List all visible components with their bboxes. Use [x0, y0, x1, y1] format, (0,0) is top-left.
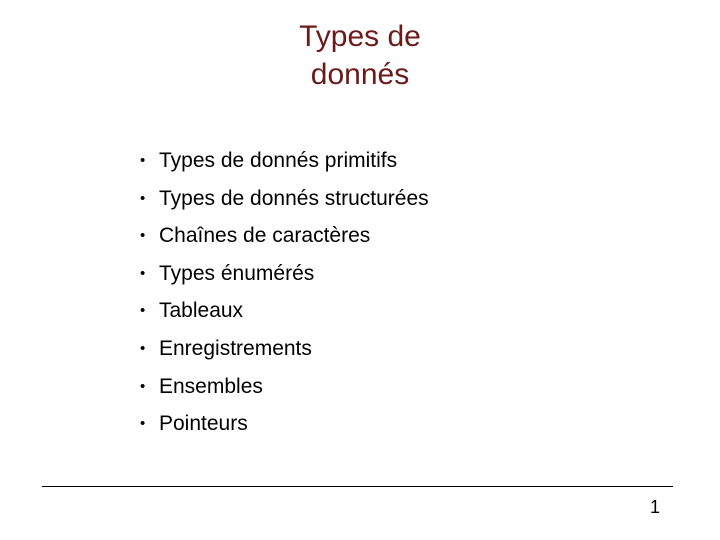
bullet-item [138, 180, 429, 218]
bullet-dot-icon: • [140, 152, 146, 169]
bullet-dot-icon: • [140, 377, 146, 395]
bullet-item [138, 405, 429, 443]
bullet-item [138, 142, 429, 180]
bullet-dot-icon: • [140, 189, 146, 207]
page-number: 1 [649, 497, 660, 517]
bullet-dot-icon: • [140, 302, 146, 320]
bullet-item-text: Types de donnés primitifs [159, 149, 398, 172]
bullet-item-text: Chaînes de caractères [159, 224, 371, 248]
bullet-item [138, 330, 429, 368]
slide-title-line-1: Types de [299, 20, 421, 53]
bullet-item [138, 292, 429, 330]
bullet-item [138, 255, 429, 293]
bullet-dot-icon: • [140, 227, 146, 245]
bullet-item-text: Ensembles [159, 374, 263, 398]
bullet-item [138, 368, 429, 406]
bullet-item-text: Types énumérés [159, 261, 315, 285]
bullet-dot-icon: • [140, 339, 146, 357]
bullet-dot-icon: • [140, 264, 146, 282]
bullet-item-text: Types de donnés structurées [159, 186, 429, 210]
footer-divider [42, 486, 673, 487]
bullet-item-text: Tableaux [159, 299, 244, 323]
slide-title-line-2: donnés [310, 58, 410, 91]
slide-title [210, 18, 510, 94]
bullet-list [138, 142, 429, 443]
bullet-dot-icon: • [140, 415, 146, 433]
bullet-item-text: Enregistrements [159, 336, 312, 360]
bullet-item [138, 217, 429, 255]
bullet-item-text: Pointeurs [159, 412, 248, 436]
